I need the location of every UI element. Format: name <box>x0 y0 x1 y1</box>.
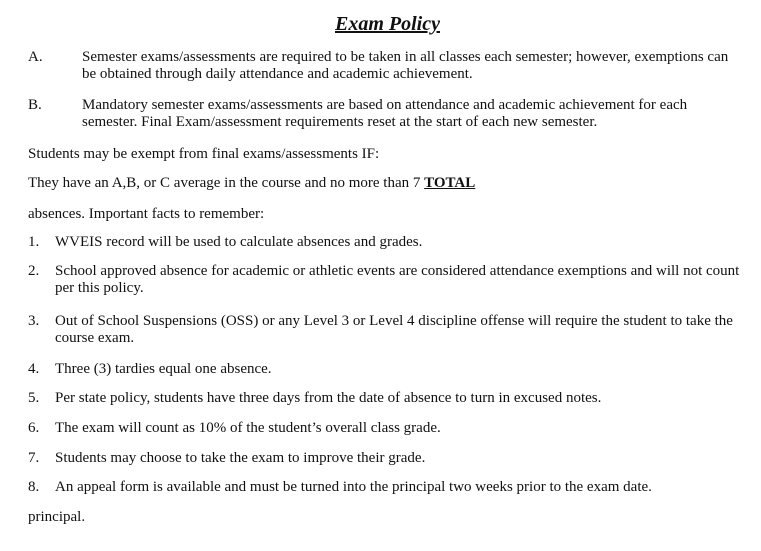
item-number: 7. <box>28 450 40 466</box>
numbered-item-3 <box>28 313 743 347</box>
item-number: 1. <box>28 234 40 250</box>
item-marker: A. <box>28 49 43 65</box>
item-text: WVEIS record will be used to calculate absences and grades. <box>55 234 423 250</box>
item-marker: B. <box>28 97 42 113</box>
item-text: Students may choose to take the exam to improve their grade. <box>55 450 426 466</box>
numbered-item-5 <box>28 390 743 407</box>
item-text: Out of School Suspensions (OSS) or any Level 3 or Level 4 discipline offense will require the student to take the course exam. <box>55 313 733 346</box>
numbered-item-7 <box>28 450 743 467</box>
item-text: An appeal form is available and must be turned into the principal two weeks prior to the exam date. <box>55 479 652 495</box>
numbered-item-4 <box>28 361 743 378</box>
numbered-item-8 <box>28 479 743 496</box>
page-title: Exam Policy <box>335 13 440 35</box>
item-number: 4. <box>28 361 40 377</box>
numbered-item-6 <box>28 420 743 437</box>
item-number: 3. <box>28 313 40 329</box>
numbered-item-2 <box>28 263 743 297</box>
item-number: 6. <box>28 420 40 436</box>
item-text: Mandatory semester exams/assessments are based on attendance and academic achievement for each semester. Final Exam/assessment requirements reset at the start of each new semester. <box>82 97 688 130</box>
lettered-item-b <box>28 97 743 131</box>
item-text: Three (3) tardies equal one absence. <box>55 361 272 377</box>
item-number: 5. <box>28 390 40 406</box>
lettered-item-a <box>28 49 743 83</box>
closing-text: principal. <box>28 509 86 525</box>
numbered-item-1 <box>28 234 743 251</box>
item-text: Semester exams/assessments are required to be taken in all classes each semester; however, exemptions can be obtained through daily attendance and academic achievement. <box>82 49 729 82</box>
item-text: School approved absence for academic or athletic events are considered attendance exemptions and will not count per this policy. <box>55 263 740 296</box>
average-requirement-text: They have an A,B, or C average in the course and no more than 7 <box>28 175 425 191</box>
absences-line: absences. Important facts to remember: <box>28 206 265 222</box>
average-requirement <box>28 175 743 192</box>
item-text: The exam will count as 10% of the student’s overall class grade. <box>55 420 441 436</box>
item-number: 2. <box>28 263 40 279</box>
total-emphasis: TOTAL <box>424 175 476 191</box>
item-number: 8. <box>28 479 40 495</box>
exempt-intro: Students may be exempt from final exams/assessments IF: <box>28 146 380 162</box>
item-text: Per state policy, students have three days from the date of absence to turn in excused notes. <box>55 390 602 406</box>
